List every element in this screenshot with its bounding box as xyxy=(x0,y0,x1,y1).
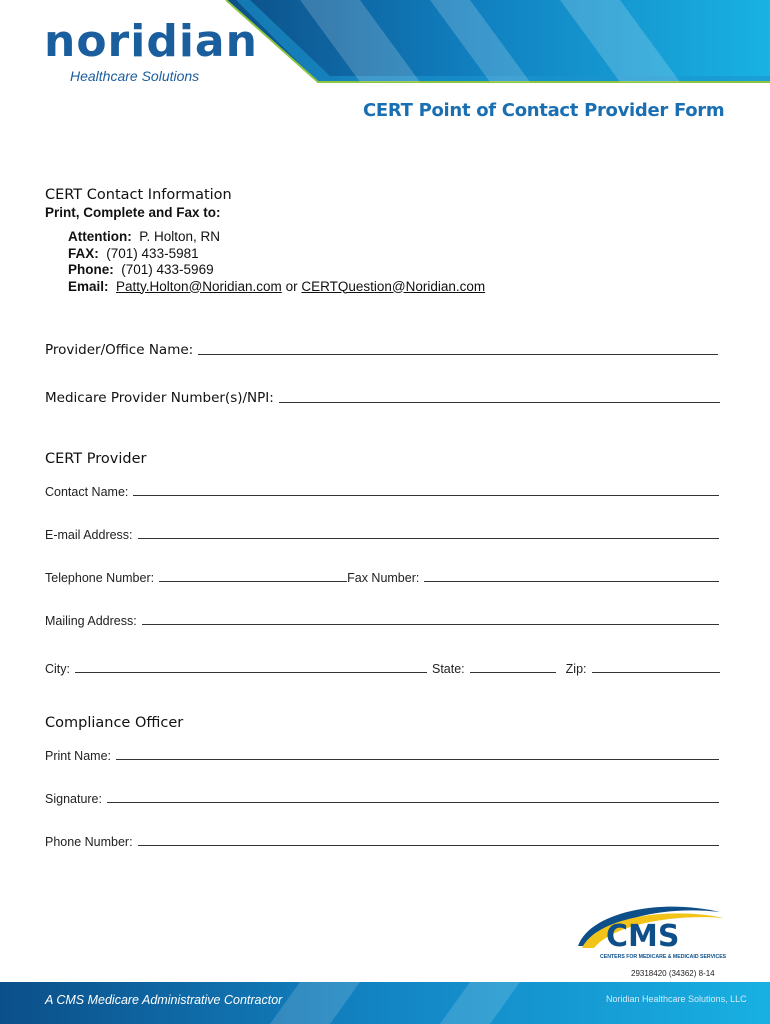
signature-label: Signature: xyxy=(45,792,102,806)
contact-name-label: Contact Name: xyxy=(45,485,129,499)
fax-line: FAX: (701) 433-5981 xyxy=(68,245,199,261)
cms-logo xyxy=(570,902,728,966)
mailing-row xyxy=(45,614,719,628)
contact-details xyxy=(68,229,485,295)
npi-field[interactable] xyxy=(279,392,720,403)
noridian-logo: noridian xyxy=(44,16,258,67)
email-label: E-mail Address: xyxy=(45,528,133,542)
office-name-label: Provider/Office Name: xyxy=(45,342,194,358)
contact-name-field[interactable] xyxy=(133,485,719,496)
fax-number-field[interactable] xyxy=(424,571,719,582)
city-state-zip-row xyxy=(45,662,720,676)
npi-label: Medicare Provider Number(s)/NPI: xyxy=(45,390,274,406)
cms-logo-text: CMS xyxy=(606,919,680,954)
cert-provider-heading: CERT Provider xyxy=(45,451,147,467)
phone-line: Phone: (701) 433-5969 xyxy=(68,262,214,277)
officer-phone-label: Phone Number: xyxy=(45,835,133,849)
email-link-secondary[interactable]: CERTQuestion@Noridian.com xyxy=(301,278,486,294)
email-line: Email: Patty.Holton@Noridian.com or CERTQuestion@Noridian.com xyxy=(68,278,486,294)
email-field[interactable] xyxy=(138,528,719,539)
email-row xyxy=(45,528,719,542)
state-field[interactable] xyxy=(470,662,556,673)
phone-fax-row xyxy=(45,571,719,585)
officer-phone-field[interactable] xyxy=(138,835,719,846)
officer-phone-row xyxy=(45,835,719,849)
print-name-field[interactable] xyxy=(116,749,719,760)
form-code: 29318420 (34362) 8-14 xyxy=(631,969,715,978)
contact-name-row xyxy=(45,485,719,499)
telephone-label: Telephone Number: xyxy=(45,571,155,585)
attention-value: P. Holton, RN xyxy=(139,229,221,244)
logo-tagline: Healthcare Solutions xyxy=(70,68,200,84)
office-name-field[interactable] xyxy=(198,344,718,355)
phone-value: (701) 433-5969 xyxy=(121,262,214,277)
city-label: City: xyxy=(45,662,70,676)
fax-instruction: Print, Complete and Fax to: xyxy=(45,205,221,220)
office-name-row xyxy=(45,342,718,358)
cms-logo-subtitle: CENTERS FOR MEDICARE & MEDICAID SERVICES xyxy=(600,954,727,960)
mailing-field[interactable] xyxy=(142,614,719,625)
print-name-label: Print Name: xyxy=(45,749,111,763)
npi-row xyxy=(45,390,720,406)
footer-company-text: Noridian Healthcare Solutions, LLC xyxy=(606,994,747,1004)
fax-value: (701) 433-5981 xyxy=(106,245,199,261)
city-field[interactable] xyxy=(75,662,427,673)
state-label: State: xyxy=(432,662,465,676)
compliance-heading: Compliance Officer xyxy=(45,715,184,731)
telephone-field[interactable] xyxy=(159,571,347,582)
mailing-label: Mailing Address: xyxy=(45,614,137,628)
footer-contractor-text: A CMS Medicare Administrative Contractor xyxy=(45,993,283,1007)
fax-number-label: Fax Number: xyxy=(347,571,420,585)
email-link-primary[interactable]: Patty.Holton@Noridian.com xyxy=(116,278,282,294)
signature-row xyxy=(45,792,719,806)
print-name-row xyxy=(45,749,719,763)
zip-label: Zip: xyxy=(565,662,587,676)
signature-field[interactable] xyxy=(107,792,719,803)
page-title: CERT Point of Contact Provider Form xyxy=(363,100,725,121)
contact-info-heading: CERT Contact Information xyxy=(45,187,232,203)
zip-field[interactable] xyxy=(592,662,720,673)
attention-line: Attention: P. Holton, RN xyxy=(68,229,221,244)
